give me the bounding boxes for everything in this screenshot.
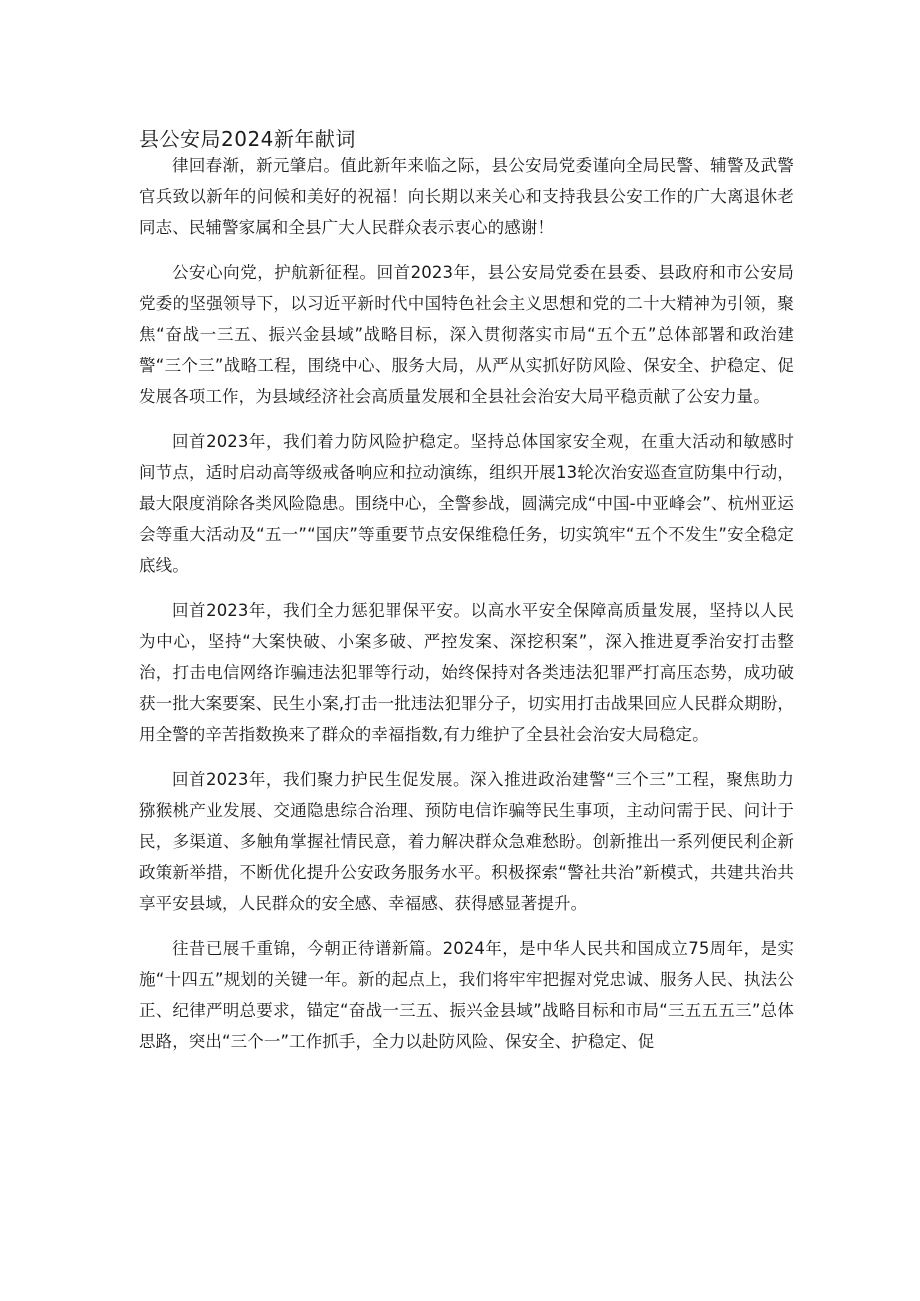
paragraph-risk-prevention: 回首2023年，我们着力防风险护稳定。坚持总体国家安全观，在重大活动和敏感时间节点，适时启动高等级戒备响应和拉动演练，组织开展13轮次治安巡查宣防集中行动，最大限度消除各类风险隐患。围绕中心，全警参战，圆满完成“中国-中亚峰会”、杭州亚运会等重大活动及“五一”“国庆”等重要节点安保维稳任务，切实筑牢“五个不发生”安全稳定底线。 (139, 432, 794, 575)
paragraph-crime-fighting: 回首2023年，我们全力惩犯罪保平安。以高水平安全保障高质量发展，坚持以人民为中心，坚持“大案快破、小案多破、严控发案、深挖积案”，深入推进夏季治安打击整治，打击电信网络诈骗违法犯罪等行动，始终保持对各类违法犯罪严打高压态势，成功破获一批大案要案、民生小案,打击一批违法犯罪分子，切实用打击战果回应人民群众期盼，用全警的辛苦指数换来了群众的幸福指数,有力维护了全县社会治安大局稳定。 (139, 601, 794, 744)
paragraph-greeting: 律回春渐，新元肇启。值此新年来临之际，县公安局党委谨向全局民警、辅警及武警官兵致以新年的问候和美好的祝福！向长期以来关心和支持我县公安工作的广大离退休老同志、民辅警家属和全县广大人民群众表示衷心的感谢！ (139, 156, 794, 237)
document-title: 县公安局2024新年献词 (139, 127, 356, 151)
paragraph-review-overview: 公安心向党，护航新征程。回首2023年，县公安局党委在县委、县政府和市公安局党委的坚强领导下，以习近平新时代中国特色社会主义思想和党的二十大精神为引领，聚焦“奋战一三五、振兴金县域”战略目标，深入贯彻落实市局“五个五”总体部署和政治建警“三个三”战略工程，围绕中心、服务大局，从严从实抓好防风险、保安全、护稳定、促发展各项工作，为县域经济社会高质量发展和全县社会治安大局平稳贡献了公安力量。 (139, 263, 794, 406)
document-body (139, 150, 794, 1071)
paragraph-outlook: 往昔已展千重锦，今朝正待谱新篇。2024年，是中华人民共和国成立75周年，是实施“十四五”规划的关键一年。新的起点上，我们将牢牢把握对党忠诚、服务人民、执法公正、纪律严明总要求，锚定“奋战一三五、振兴金县域”战略目标和市局“三五五五三”总体思路，突出“三个一”工作抓手，全力以赴防风险、保安全、护稳定、促 (139, 939, 794, 1051)
paragraph-livelihood: 回首2023年，我们聚力护民生促发展。深入推进政治建警“三个三”工程，聚焦助力猕猴桃产业发展、交通隐患综合治理、预防电信诈骗等民生事项，主动问需于民、问计于民，多渠道、多触角掌握社情民意，着力解决群众急难愁盼。创新推出一系列便民利企新政策新举措，不断优化提升公安政务服务水平。积极探索“警社共治”新模式，共建共治共享平安县域，人民群众的安全感、幸福感、获得感显著提升。 (139, 770, 794, 913)
